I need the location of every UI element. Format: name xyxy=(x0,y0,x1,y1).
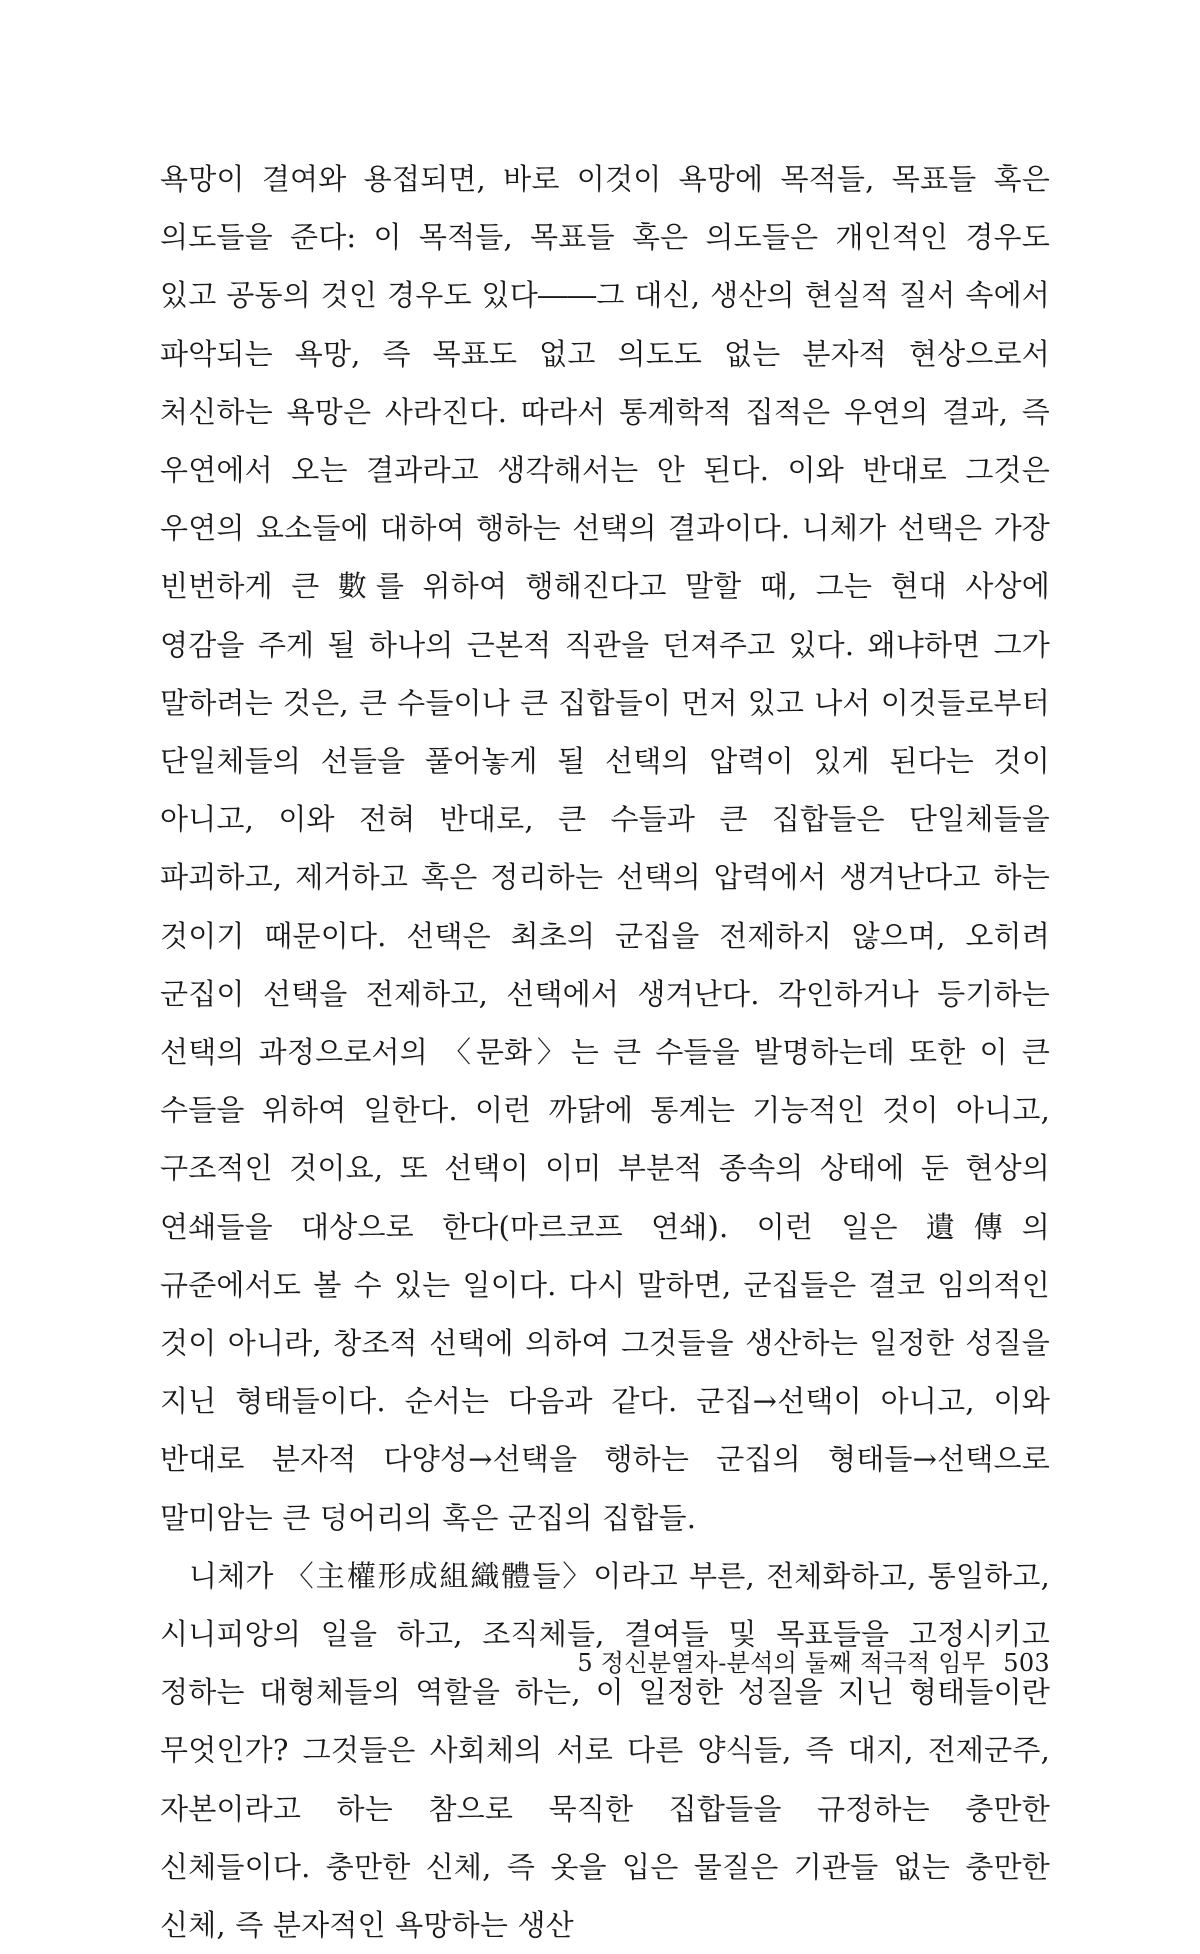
paragraph-1: 욕망이 결여와 용접되면, 바로 이것이 욕망에 목적들, 목표들 혹은 의도들을 준다: 이 목적들, 목표들 혹은 의도들은 개인적인 경우도 있고 공동의 것인 경우도 있다――그 대신, 생산의 현실적 질서 속에서 파악되는 욕망, 즉 목표도 없고 의도도 없는 분자적 현상으로서 처신하는 욕망은 사라진다. 따라서 통계학적 집적은 우연의 결과, 즉 우연에서 오는 결과라고 생각해서는 안 된다. 이와 반대로 그것은 우연의 요소들에 대하여 행하는 선택의 결과이다. 니체가 선택은 가장 빈번하게 큰 數를 위하여 행해진다고 말할 때, 그는 현대 사상에 영감을 주게 될 하나의 근본적 직관을 던져주고 있다. 왜냐하면 그가 말하려는 것은, 큰 수들이나 큰 집합들이 먼저 있고 나서 이것들로부터 단일체들의 선들을 풀어놓게 될 선택의 압력이 있게 된다는 것이 아니고, 이와 전혀 반대로, 큰 수들과 큰 집합들은 단일체들을 파괴하고, 제거하고 혹은 정리하는 선택의 압력에서 생겨난다고 하는 것이기 때문이다. 선택은 최초의 군집을 전제하지 않으며, 오히려 군집이 선택을 전제하고, 선택에서 생겨난다. 각인하거나 등기하는 선택의 과정으로서의 〈문화〉는 큰 수들을 발명하는데 또한 이 큰 수들을 위하여 일한다. 이런 까닭에 통계는 기능적인 것이 아니고, 구조적인 것이요, 또 선택이 이미 부분적 종속의 상태에 둔 현상의 연쇄들을 대상으로 한다(마르코프 연쇄). 이런 일은 遺傳의 규준에서도 볼 수 있는 일이다. 다시 말하면, 군집들은 결코 임의적인 것이 아니라, 창조적 선택에 의하여 그것들을 생산하는 일정한 성질을 지닌 형태들이다. 순서는 다음과 같다. 군집→선택이 아니고, 이와 반대로 분자적 다양성→선택을 행하는 군집의 형태들→선택으로 말미암는 큰 덩어리의 혹은 군집의 집합들. xyxy=(160,162,1050,1535)
body-text xyxy=(160,150,1050,1954)
page-footer xyxy=(160,1646,1050,1680)
running-head: 5 정신분열자-분석의 둘째 적극적 임무 xyxy=(577,1649,986,1677)
page-number: 503 xyxy=(1003,1649,1050,1677)
paragraph-2: 니체가 〈主權形成組織體들〉이라고 부른, 전체화하고, 통일하고, 시니피앙의 일을 하고, 조직체들, 결여들 및 목표들을 고정시키고 정하는 대형체들의 역할을 하는, 이 일정한 성질을 지닌 형태들이란 무엇인가? 그것들은 사회체의 서로 다른 양식들, 즉 대지, 전제군주, 자본이라고 하는 참으로 묵직한 집합들을 규정하는 충만한 신체들이다. 충만한 신체, 즉 옷을 입은 물질은 기관들 없는 충만한 신체, 즉 분자적인 욕망하는 생산 xyxy=(160,1558,1050,1943)
